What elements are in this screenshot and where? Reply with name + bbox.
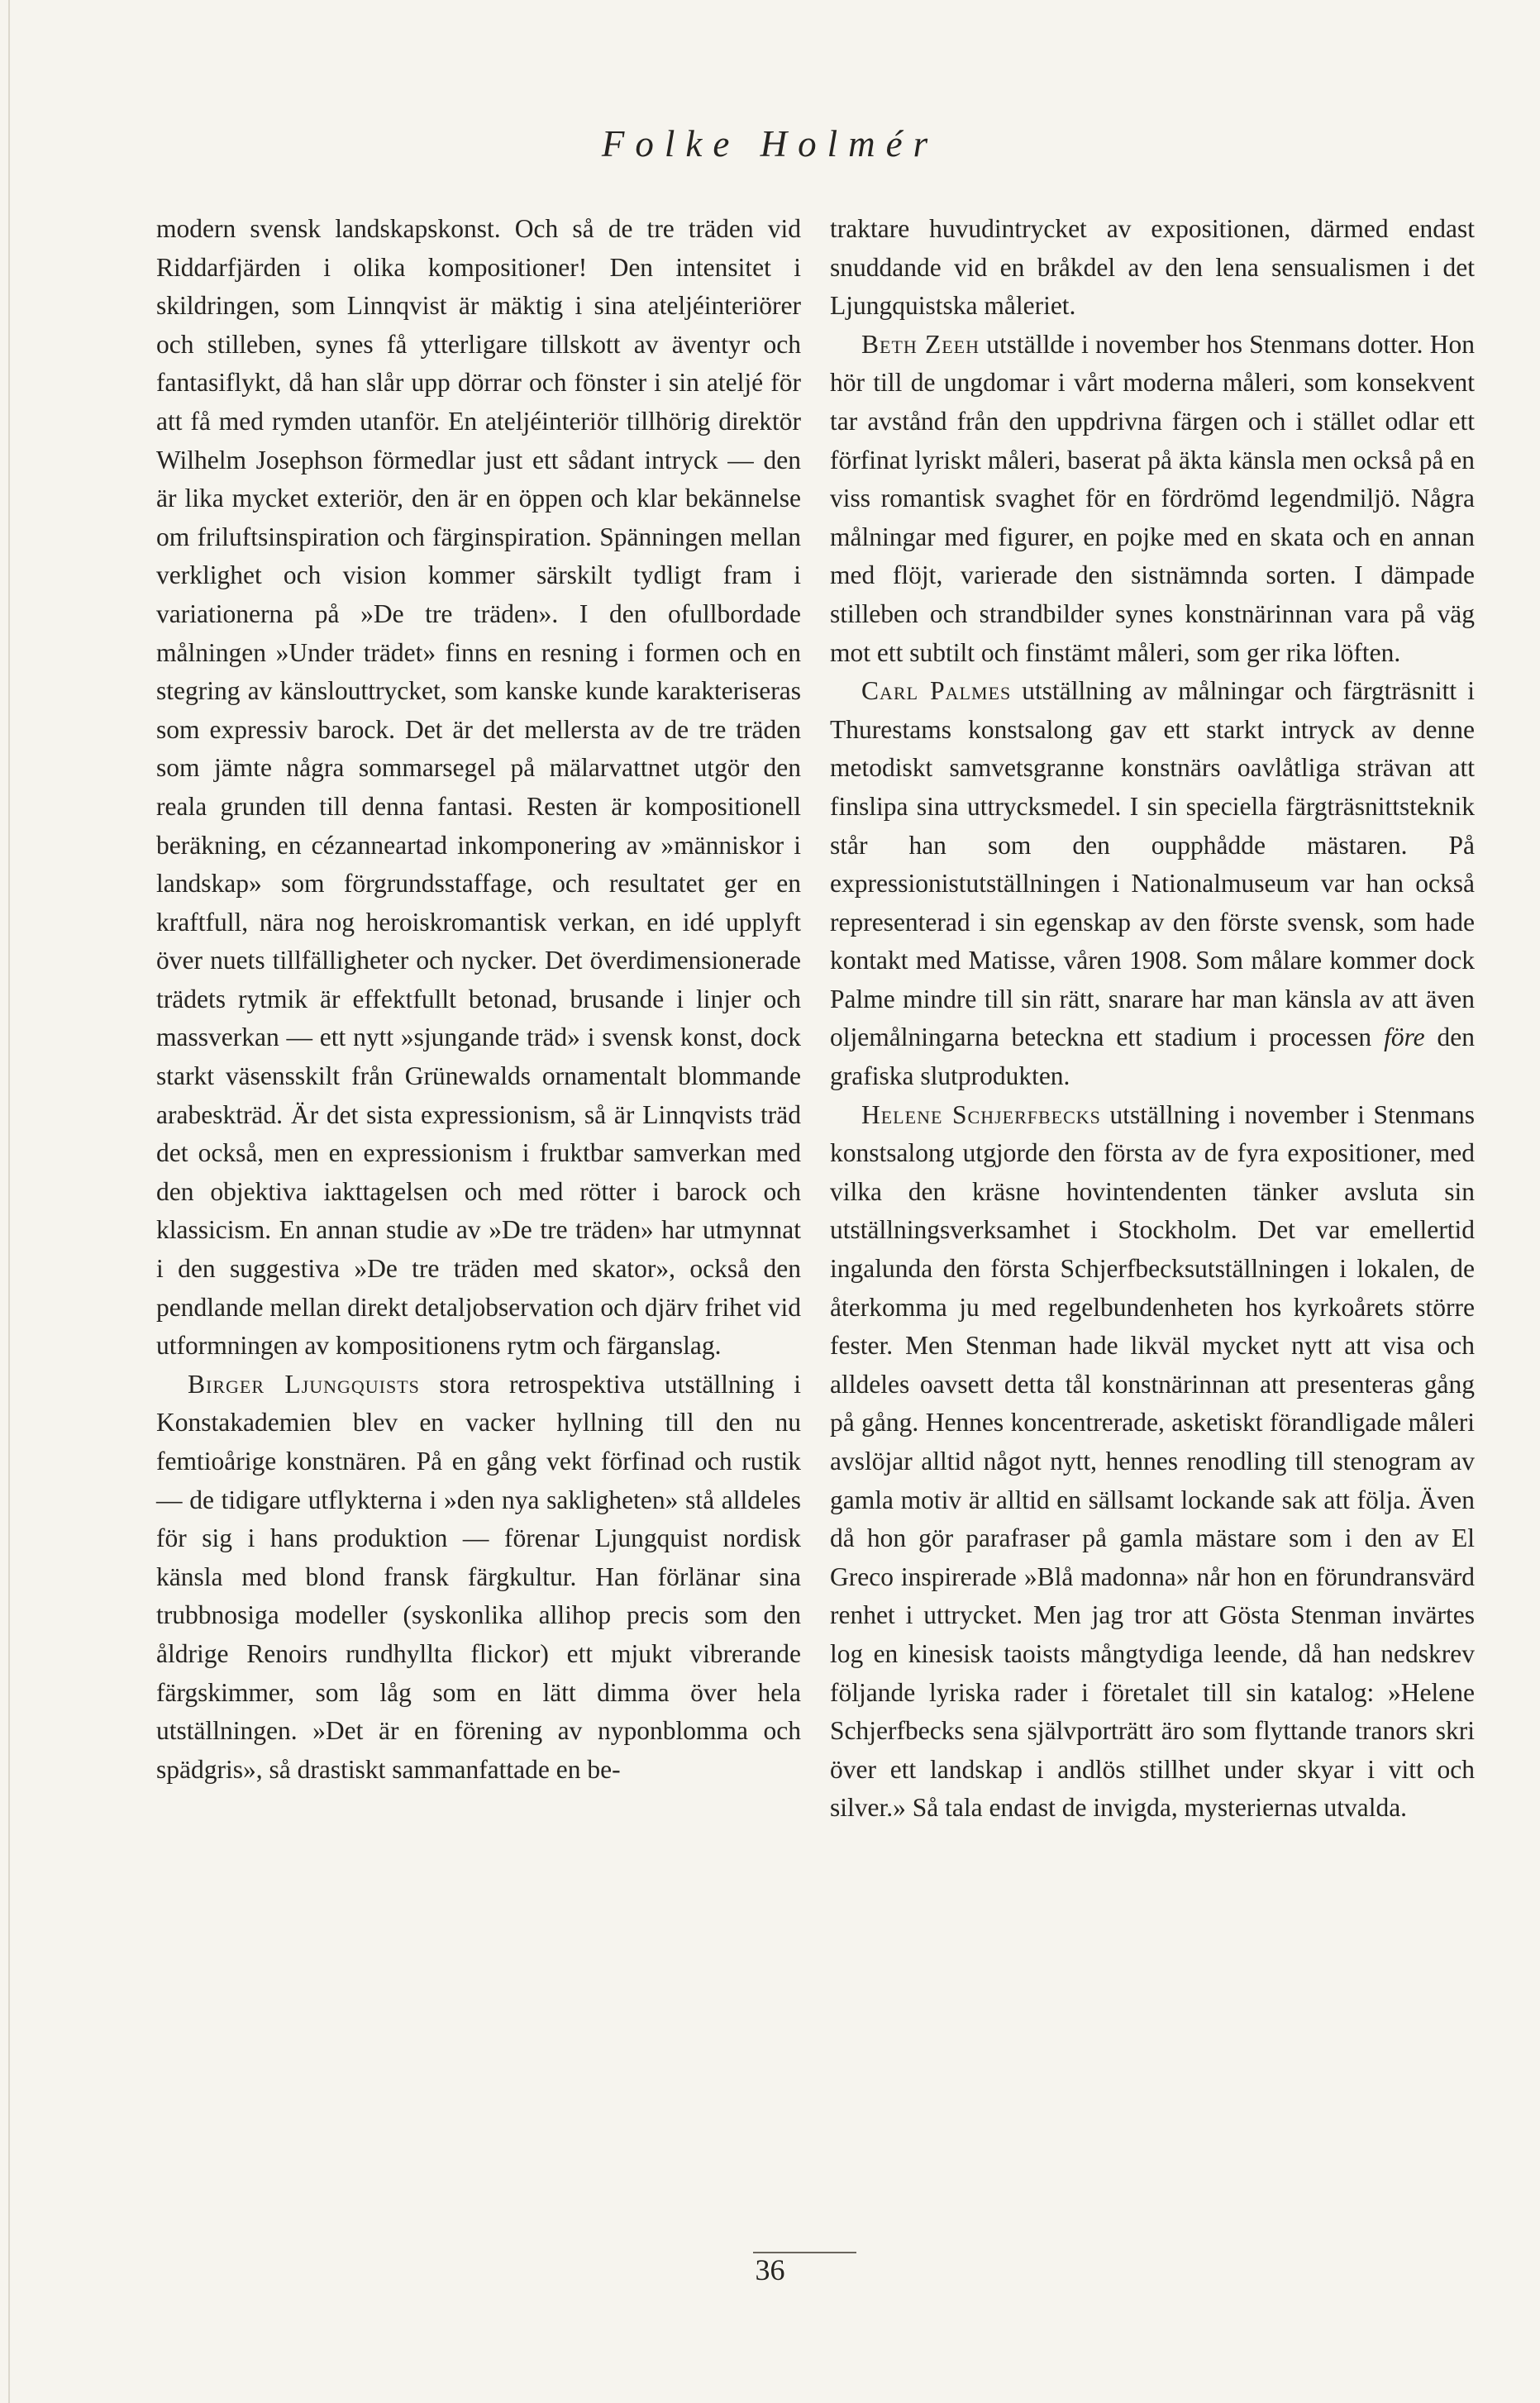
paragraph-linnqvist [156,210,801,1366]
paragraph-zeeh [830,326,1475,672]
paragraph-text-end: den grafiska slutprodukten. [830,1023,1476,1091]
page-number: 36 [755,2253,785,2286]
emphasis-fore: före [1384,1023,1425,1052]
page-edge [8,0,10,2403]
paragraph-text: modern svensk landskapskonst. Och så de tre träden vid Riddarfjärden i olika kompositioner! Den intensitet i skildringen, som Linnqvist är mäktig i sina ateljéinteriörer och stilleben, synes få ytterligare tillskott av äventyr och fantasiflykt, då han slår upp dörrar och fönster i sin ateljé för att få med rymden utanför. En ateljéinteriör tillhörig direktör Wilhelm Josephson förmedlar just ett sådant intryck — den är lika mycket exteriör, den är en öppen och klar bekännelse om friluftsinspiration och färginspiration. Spänningen mellan verklighet och vision kommer särskilt tydligt fram i variationerna på »De tre träden». I den ofullbordade målningen »Under trädet» finns en resning i formen och en stegring av känslouttrycket, som kanske kunde karakteriseras som expressiv barock. Det är det mellersta av de tre träden som jämte några sommarsegel på mälarvattnet utgör den reala grunden till denna fantasi. Resten är kompositionell beräkning, en cézanneartad inkomponering av »människor i landskap» som förgrundsstaffage, och resultatet ger en kraftfull, nära nog heroiskromantisk verkan, en idé upplyft över nuets tillfälligheter och nycker. Det överdimensionerade trädets rytmik är effektfullt betonad, brusande i linjer och massverkan — ett nytt »sjungande träd» i svensk konst, dock starkt väsensskilt från Grünewalds ornamentalt blommande arabeskträd. Är det sista expressionism, så är Linnqvists träd det också, men en expressionism i fruktbar samverkan med den objektiva iakttagelsen och med rötter i barock och klassicism. En annan studie av »De tre träden» har utmynnat i den suggestiva »De tre träden med skator», också den pendlande mellan direkt detaljobservation och djärv frihet vid utformningen av kompositionens rytm och färganslag. [156,214,801,1361]
artist-name-schjerfbeck: Helene Schjerfbecks [861,1099,1101,1129]
paragraph-palme [830,672,1475,1096]
paragraph-continuation [830,210,1475,326]
right-column [830,210,1475,1828]
artist-name-palme: Carl Palmes [861,676,1012,706]
paragraph-text: traktare huvudintrycket av expositionen, därmed endast snuddande vid en bråkdel av den lena sensualismen i det Ljungquistska måleriet. [830,214,1475,321]
artist-name-zeeh: Beth Zeeh [861,329,980,359]
paragraph-text: utställning i november i Stenmans konstsalong utgjorde den första av de fyra expositioner, med vilka den kräsne hovintendenten tänker avsluta sin utställningsverksamhet i Stockholm. Det var emellertid ingalunda den första Schjerfbecksutställningen i lokalen, de återkomma ju med regelbundenheten hos kyrkoårets större fester. Men Stenman hade likväl mycket nytt att visa och alldeles oavsett detta tål konstnärinnan att presenteras gång på gång. Hennes koncentrerade, asketiskt förandligade måleri avslöjar alltid något nytt, hennes renodling till stenogram av gamla motiv är alltid en sällsamt lockande sak att följa. Även då hon gör parafraser på gamla mästare som i den av El Greco inspirerade »Blå madonna» når hon en förundransvärd renhet i uttrycket. Men jag tror att Gösta Stenman invärtes log en kinesisk taoists mångtydiga leende, då han nedskrev följande lyriska rader i företalet till sin katalog: »Helene Schjerfbecks sena självporträtt äro som flyttande tranors skri över ett landskap i andlös stillhet under skyar i vitt och silver.» Så tala endast de invigda, mysteriernas utvalda. [830,1099,1475,1823]
paragraph-text: utställde i november hos Stenmans dotter. Hon hör till de ungdomar i vårt moderna måleri, som konsekvent tar avstånd från den uppdrivna färgen och i stället odlar ett förfinat lyriskt måleri, baserat på äkta känsla men också på en viss romantisk svaghet för en fördrömd legendmiljö. Några målningar med figurer, en pojke med en skata och en annan med flöjt, varierade den sistnämnda sorten. I dämpade stilleben och strandbilder synes konstnärinnan vara på väg mot ett subtilt och finstämt måleri, som ger rika löften. [830,329,1476,667]
paragraph-ljungquist [156,1366,801,1790]
running-title: Folke Holmér [601,123,939,164]
artist-name-ljungquist: Birger Ljungquists [188,1369,420,1399]
paragraph-text: stora retrospektiva utställning i Konstakademien blev en vacker hyllning till den nu femtioårige konstnären. På en gång vekt förfinad och rustik — de tidigare utflykterna i »den nya sakligheten» stå alldeles för sig i hans produktion — förenar Ljungquist nordisk känsla med blond fransk färgkultur. Han förlänar sina trubbnosiga modeller (syskonlika allihop precis som den åldrige Renoirs rundhyllta flickor) ett mjukt vibrerande färgskimmer, som låg som en lätt dimma över hela utställningen. »Det är en förening av nyponblomma och spädgris», så drastiskt sammanfattade en be- [156,1369,801,1784]
left-column [156,210,801,1789]
paragraph-schjerfbeck [830,1096,1475,1828]
paragraph-text: utställning av målningar och färgträsnitt i Thurestams konstsalong gav ett starkt intryck av denne metodiskt samvetsgranne konstnärs oavlåtliga strävan att finslipa sina uttrycksmedel. I sin speciella färgträsnittsteknik står han som den oupphådde mästaren. På expressionistutställningen i Nationalmuseum var han också representerad i sin egenskap av den förste svensk, som hade kontakt med Matisse, våren 1908. Som målare kommer dock Palme mindre till sin rätt, snarare har man känsla av att även oljemålningarna beteckna ett stadium i processen [830,676,1475,1052]
